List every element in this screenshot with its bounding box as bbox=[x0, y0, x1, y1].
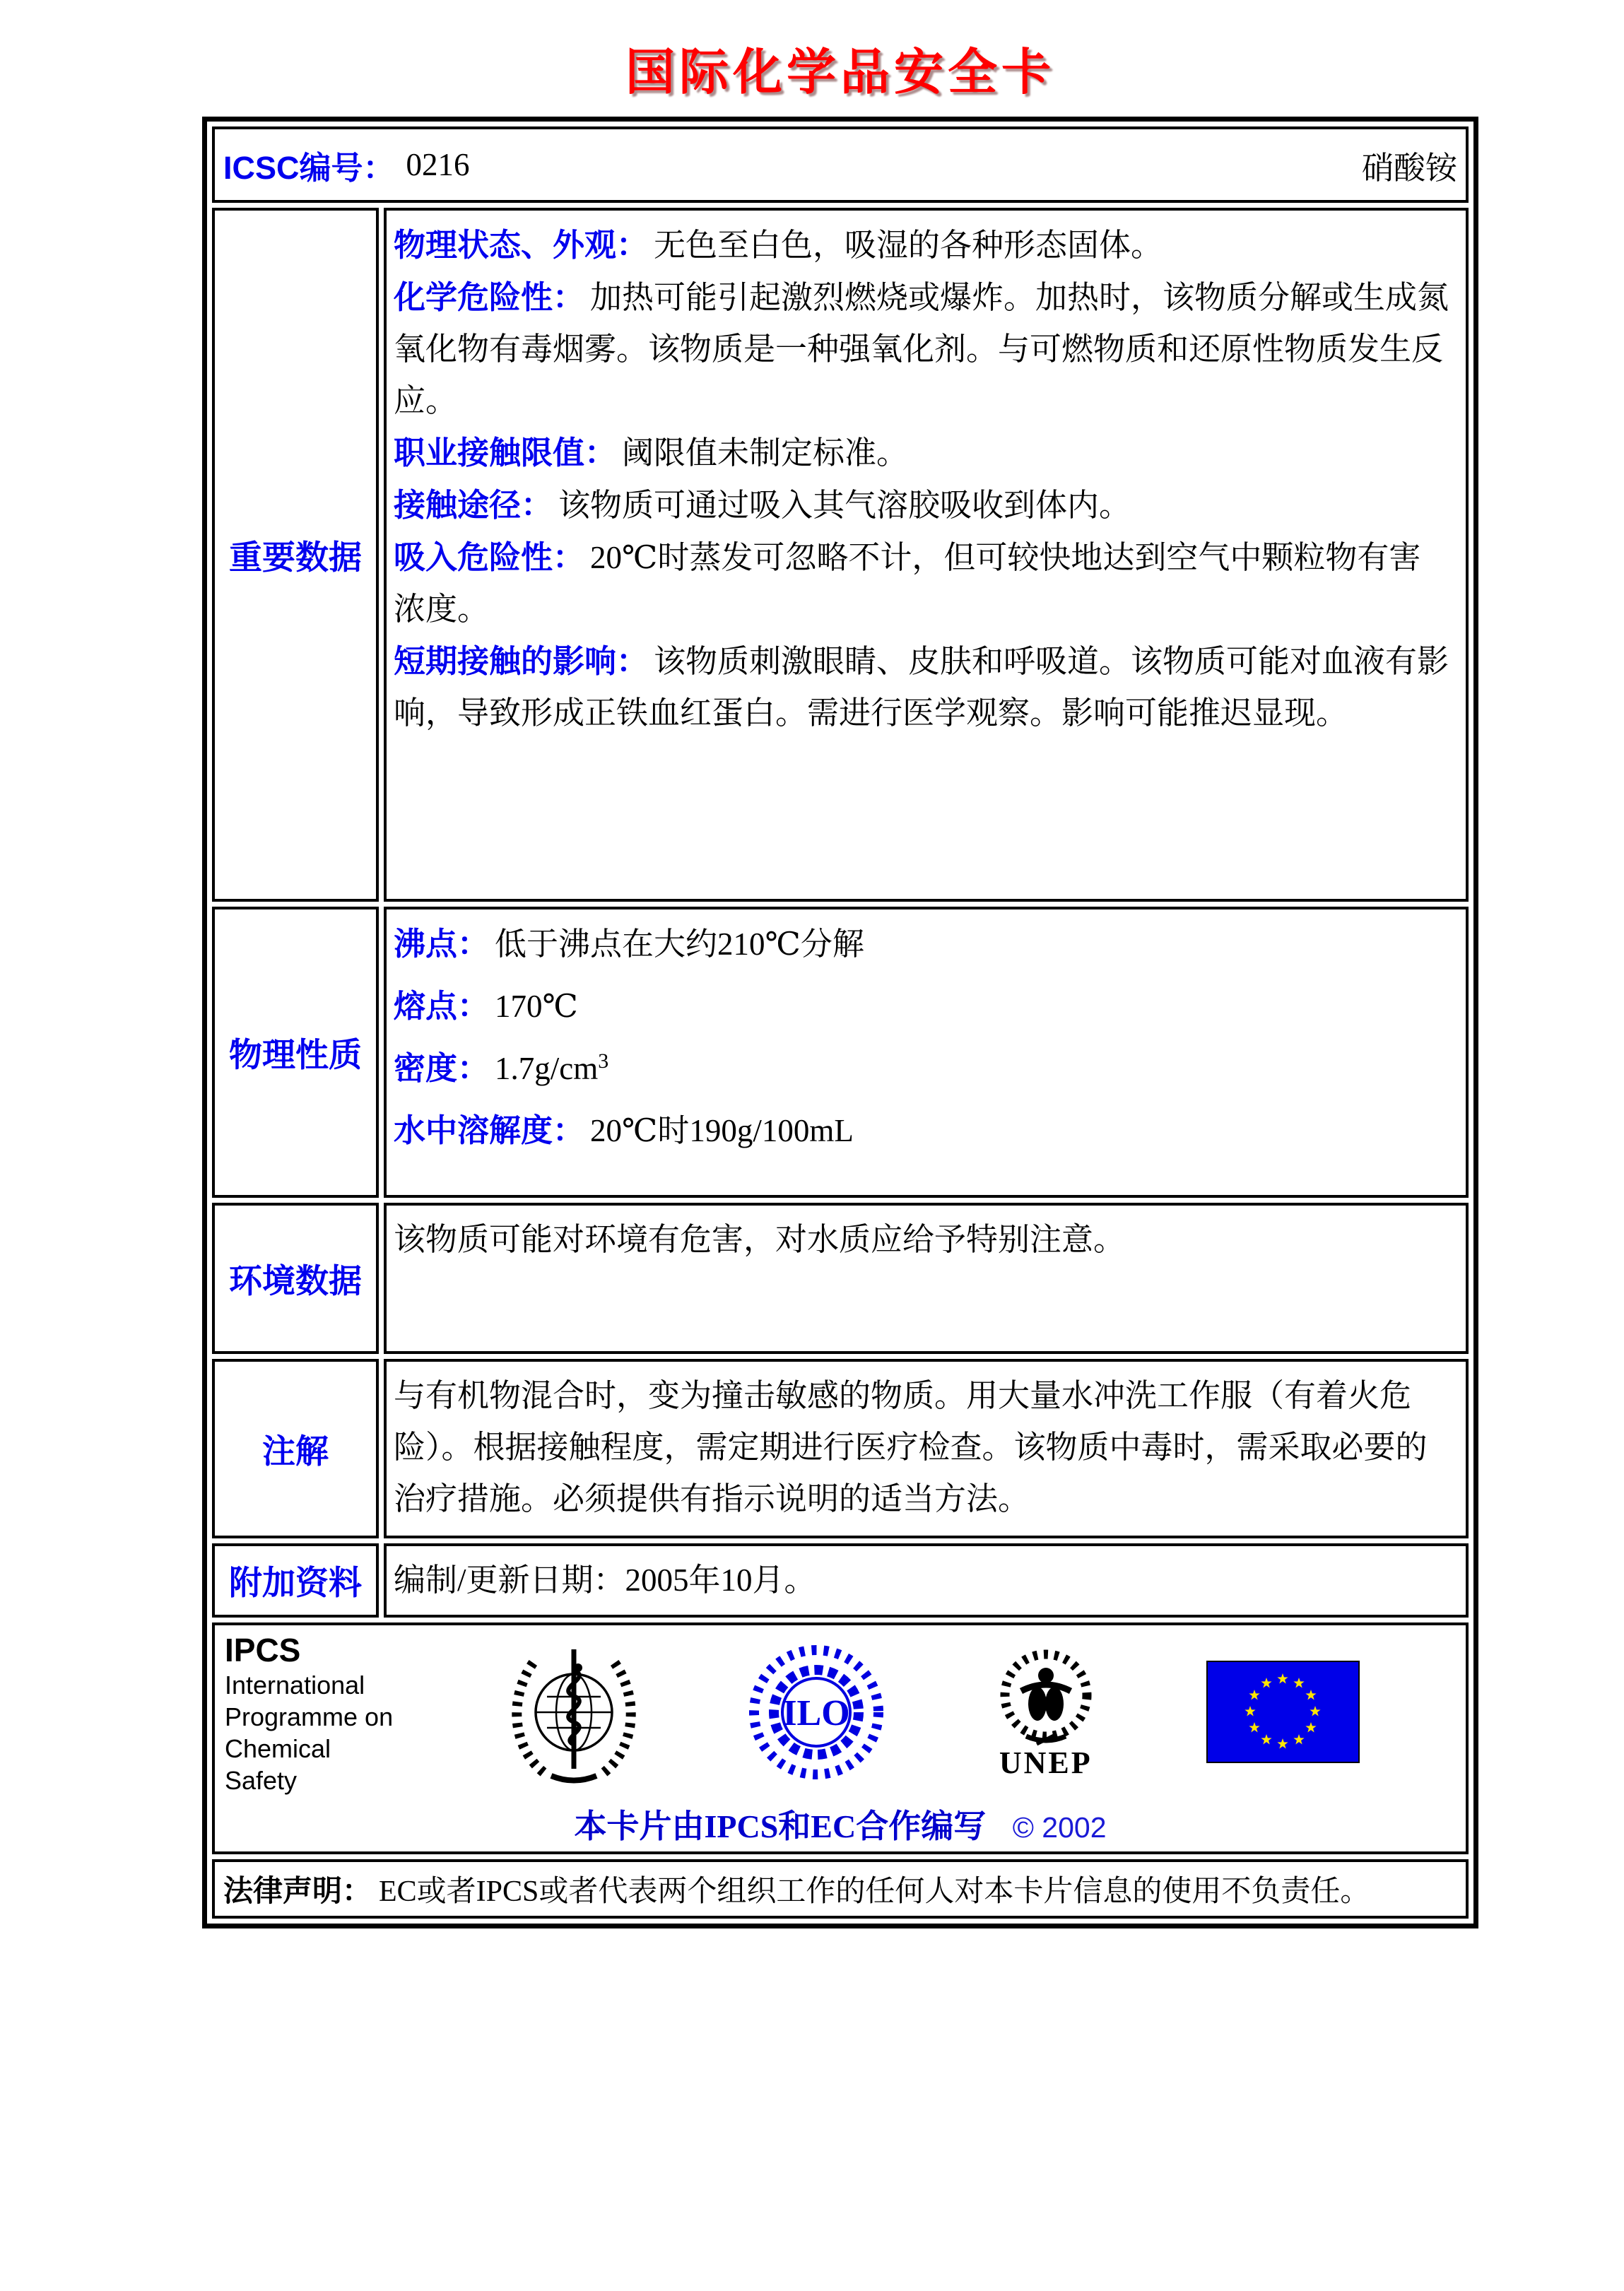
physical-property-item bbox=[394, 918, 1450, 970]
unep-logo-icon bbox=[987, 1649, 1105, 1779]
legal-label: 法律声明： bbox=[223, 1874, 372, 1907]
page-title: 国际化学品安全卡 bbox=[625, 46, 1055, 100]
important-data-row bbox=[212, 208, 1469, 902]
item-label: 职业接触限值： bbox=[394, 435, 617, 471]
item-label: 吸入危险性： bbox=[394, 539, 585, 575]
item-label: 接触途径： bbox=[394, 487, 553, 523]
legal-text: EC或者IPCS或者代表两个组织工作的任何人对本卡片信息的使用不负责任。 bbox=[379, 1875, 1370, 1908]
caption-text: 本卡片由IPCS和EC合作编写 bbox=[574, 1808, 987, 1844]
important-data-content bbox=[384, 208, 1469, 902]
item-label: 熔点： bbox=[394, 988, 490, 1024]
environmental-data-content bbox=[384, 1203, 1469, 1354]
item-text: 该物质可通过吸入其气溶胶吸收到体内。 bbox=[558, 488, 1131, 523]
item-label: 沸点： bbox=[394, 926, 490, 962]
ilo-logo-icon bbox=[747, 1643, 885, 1785]
item-text: 170℃ bbox=[495, 989, 578, 1024]
additional-info-content bbox=[384, 1543, 1469, 1618]
icsc-card-page bbox=[0, 33, 1624, 2291]
important-data-item bbox=[394, 427, 1450, 479]
item-label: 水中溶解度： bbox=[394, 1112, 585, 1148]
item-label: 化学危险性： bbox=[394, 279, 585, 315]
section-label-physical-properties: 物理性质 bbox=[212, 907, 379, 1198]
ilo-text: ILO bbox=[782, 1692, 850, 1733]
logos-row bbox=[212, 1622, 1469, 1854]
ipcs-line: Chemical Safety bbox=[225, 1734, 331, 1795]
item-text: 加热可能引起激烈燃烧或爆炸。加热时，该物质分解或生成氮氧化物有毒烟雾。该物质是一种强氧化剂。与可燃物质和还原性物质发生反应。 bbox=[394, 280, 1449, 418]
icsc-number-label: ICSC编号： bbox=[223, 149, 395, 186]
important-data-item bbox=[394, 479, 1450, 531]
important-data-item bbox=[394, 531, 1450, 635]
item-text: 1.7g/cm bbox=[495, 1051, 599, 1086]
eu-flag-icon bbox=[1206, 1661, 1360, 1767]
chemical-name: 硝酸铵 bbox=[1361, 150, 1457, 186]
caption-row bbox=[215, 1801, 1466, 1847]
important-data-item bbox=[394, 635, 1450, 739]
section-label-additional-info: 附加资料 bbox=[212, 1543, 379, 1618]
physical-property-item bbox=[394, 980, 1450, 1032]
physical-property-item bbox=[394, 1042, 1450, 1095]
important-data-item bbox=[394, 219, 1450, 271]
notes-content bbox=[384, 1359, 1469, 1538]
ipcs-acronym: IPCS bbox=[225, 1632, 301, 1668]
unep-text: UNEP bbox=[999, 1745, 1093, 1780]
important-data-item bbox=[394, 271, 1450, 427]
item-label: 物理状态、外观： bbox=[394, 227, 649, 263]
ipcs-line: International bbox=[225, 1671, 365, 1700]
ipcs-block bbox=[225, 1631, 401, 1796]
copyright-text: © 2002 bbox=[1012, 1811, 1107, 1844]
ipcs-line: Programme on bbox=[225, 1702, 394, 1731]
section-label-environmental-data: 环境数据 bbox=[212, 1203, 379, 1354]
physical-property-item bbox=[394, 1105, 1450, 1157]
header-row bbox=[212, 126, 1469, 203]
physical-properties-content bbox=[384, 907, 1469, 1198]
section-label-important-data: 重要数据 bbox=[212, 208, 379, 902]
item-text: 阈限值未制定标准。 bbox=[622, 435, 909, 471]
legal-row bbox=[212, 1859, 1469, 1919]
item-label: 密度： bbox=[394, 1050, 490, 1086]
environmental-data-text: 该物质可能对环境有危害，对水质应给予特别注意。 bbox=[394, 1222, 1126, 1257]
physical-properties-row bbox=[212, 907, 1469, 1198]
icsc-number-value: 0216 bbox=[406, 147, 470, 182]
notes-row bbox=[212, 1359, 1469, 1538]
environmental-data-row bbox=[212, 1203, 1469, 1354]
who-logo-icon bbox=[503, 1639, 645, 1788]
icsc-card-table bbox=[202, 117, 1478, 1928]
item-superscript: 3 bbox=[598, 1049, 609, 1073]
item-text: 20℃时蒸发可忽略不计，但可较快地达到空气中颗粒物有害浓度。 bbox=[394, 540, 1421, 627]
item-text: 20℃时190g/100mL bbox=[590, 1113, 854, 1148]
notes-text: 与有机物混合时，变为撞击敏感的物质。用大量水冲洗工作服（有着火危险）。根据接触程度，需定期进行医疗检查。该物质中毒时，需采取必要的治疗措施。必须提供有指示说明的适当方法。 bbox=[394, 1378, 1428, 1516]
item-text: 无色至白色，吸湿的各种形态固体。 bbox=[654, 228, 1163, 263]
item-text: 该物质刺激眼睛、皮肤和呼吸道。该物质可能对血液有影响，导致形成正铁血红蛋白。需进行医学观察。影响可能推迟显现。 bbox=[394, 644, 1449, 731]
additional-info-text: 编制/更新日期：2005年10月。 bbox=[394, 1562, 816, 1598]
additional-info-row bbox=[212, 1543, 1469, 1618]
section-label-notes: 注解 bbox=[212, 1359, 379, 1538]
item-label: 短期接触的影响： bbox=[394, 643, 649, 679]
item-text: 低于沸点在大约210℃分解 bbox=[495, 926, 864, 962]
